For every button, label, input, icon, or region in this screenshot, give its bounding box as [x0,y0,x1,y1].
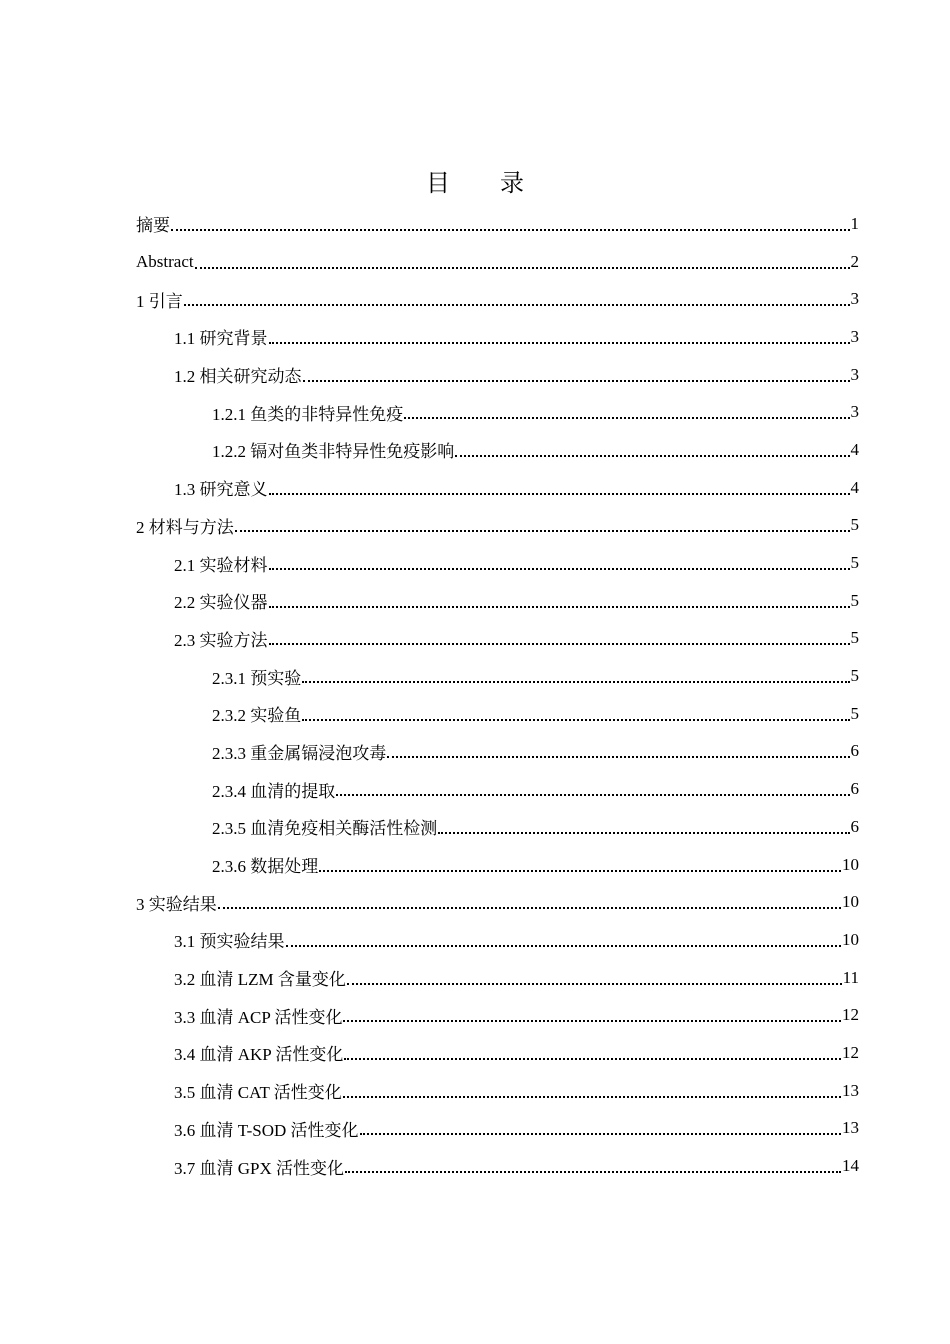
toc-entry-page-number: 5 [850,666,859,686]
toc-dot-leader [345,1171,841,1173]
toc-entry-page-number: 3 [850,326,859,346]
toc-dot-leader [218,907,841,909]
toc-entry[interactable] [212,695,859,733]
toc-title-char-1: 目 [426,169,450,197]
toc-dot-leader [269,643,850,645]
toc-entry-text: 2.3.4 血清的提取 [212,781,336,801]
toc-dot-leader [387,756,849,758]
toc-entry-text: 1.2 相关研究动态 [174,367,302,387]
toc-entry[interactable] [136,243,859,281]
toc-entry-text: 3.4 血清 AKP 活性变化 [174,1045,344,1065]
toc-entry[interactable] [212,808,859,846]
toc-entry-text: 2.2 实验仪器 [174,593,268,613]
toc-list [0,205,950,1185]
toc-dot-leader [343,1020,841,1022]
toc-dot-leader [343,1096,841,1098]
toc-entry-text: 1.2.2 镉对鱼类非特异性免疫影响 [212,442,455,462]
toc-entry[interactable] [174,959,859,997]
toc-entry-page-number: 10 [842,929,859,949]
toc-dot-leader [286,945,842,947]
toc-entry-text: 摘要 [136,216,170,236]
toc-entry-text: 3.6 血清 T-SOD 活性变化 [174,1120,359,1140]
toc-entry-text: 3.5 血清 CAT 活性变化 [174,1083,342,1103]
toc-dot-leader [360,1133,842,1135]
toc-entry[interactable] [136,205,859,243]
toc-entry[interactable] [174,1034,859,1072]
toc-title [0,166,950,200]
toc-entry-page-number: 5 [850,590,859,610]
toc-entry[interactable] [212,733,859,771]
toc-entry-page-number: 5 [850,515,859,535]
toc-dot-leader [438,832,849,834]
toc-entry-text: 2.3.2 实验鱼 [212,706,302,726]
toc-entry[interactable] [174,921,859,959]
toc-entry[interactable] [212,393,859,431]
toc-entry-text: 2 材料与方法 [136,517,234,537]
toc-entry-text: 2.3.6 数据处理 [212,857,319,877]
toc-entry[interactable] [136,280,859,318]
toc-entry[interactable] [212,846,859,884]
toc-entry[interactable] [136,883,859,921]
toc-title-char-2: 录 [500,169,524,197]
toc-entry-page-number: 5 [850,553,859,573]
toc-entry-page-number: 5 [850,703,859,723]
toc-entry-page-number: 4 [850,439,859,459]
toc-entry-page-number: 6 [850,816,859,836]
toc-entry-page-number: 10 [842,854,859,874]
toc-dot-leader [235,530,850,532]
toc-entry-text: 2.3.3 重金属镉浸泡攻毒 [212,743,387,763]
toc-dot-leader [269,493,850,495]
toc-entry-page-number: 12 [842,1005,859,1025]
toc-entry[interactable] [174,356,859,394]
toc-entry[interactable] [174,582,859,620]
toc-entry-page-number: 10 [842,892,859,912]
toc-entry[interactable] [174,318,859,356]
toc-dot-leader [336,794,849,796]
toc-entry[interactable] [174,1147,859,1185]
toc-dot-leader [302,681,849,683]
toc-entry-page-number: 13 [842,1080,859,1100]
toc-entry[interactable] [212,770,859,808]
toc-entry-text: 1.1 研究背景 [174,329,268,349]
toc-entry-text: 1.2.1 鱼类的非特异性免疫 [212,404,404,424]
toc-dot-leader [319,870,841,872]
toc-dot-leader [171,229,850,231]
toc-entry-text: 3.3 血清 ACP 活性变化 [174,1007,343,1027]
toc-dot-leader [269,342,850,344]
toc-entry-text: Abstract [136,251,194,271]
toc-dot-leader [347,983,842,985]
toc-entry[interactable] [212,657,859,695]
toc-entry[interactable] [212,431,859,469]
toc-entry[interactable] [174,469,859,507]
toc-dot-leader [184,304,850,306]
toc-entry-text: 3.7 血清 GPX 活性变化 [174,1158,345,1178]
toc-entry-text: 3 实验结果 [136,894,217,914]
toc-entry-page-number: 6 [850,741,859,761]
toc-entry-text: 3.2 血清 LZM 含量变化 [174,970,346,990]
toc-entry-page-number: 2 [850,251,859,271]
toc-dot-leader [404,417,849,419]
toc-entry[interactable] [174,1072,859,1110]
toc-entry-page-number: 3 [850,402,859,422]
toc-dot-leader [455,455,849,457]
toc-dot-leader [302,719,849,721]
toc-entry-page-number: 13 [842,1118,859,1138]
toc-entry-text: 3.1 预实验结果 [174,932,285,952]
toc-dot-leader [303,380,850,382]
toc-dot-leader [269,568,850,570]
toc-entry[interactable] [174,620,859,658]
toc-entry-page-number: 14 [842,1156,859,1176]
toc-dot-leader [269,606,850,608]
toc-dot-leader [195,267,850,269]
toc-dot-leader [344,1058,841,1060]
toc-entry-page-number: 4 [850,477,859,497]
toc-entry-text: 2.3.5 血清免疫相关酶活性检测 [212,819,438,839]
toc-entry-text: 2.3 实验方法 [174,630,268,650]
toc-entry-text: 2.1 实验材料 [174,555,268,575]
toc-entry-text: 1 引言 [136,291,183,311]
toc-entry-text: 1.3 研究意义 [174,480,268,500]
toc-entry-page-number: 3 [850,364,859,384]
toc-entry-page-number: 11 [842,967,859,987]
toc-entry[interactable] [174,996,859,1034]
toc-entry[interactable] [174,1110,859,1148]
toc-entry-page-number: 5 [850,628,859,648]
toc-entry-text: 2.3.1 预实验 [212,668,302,688]
toc-entry[interactable] [136,507,859,545]
toc-entry[interactable] [174,544,859,582]
toc-entry-page-number: 1 [850,213,859,233]
toc-entry-page-number: 6 [850,779,859,799]
toc-entry-page-number: 12 [842,1042,859,1062]
toc-entry-page-number: 3 [850,289,859,309]
